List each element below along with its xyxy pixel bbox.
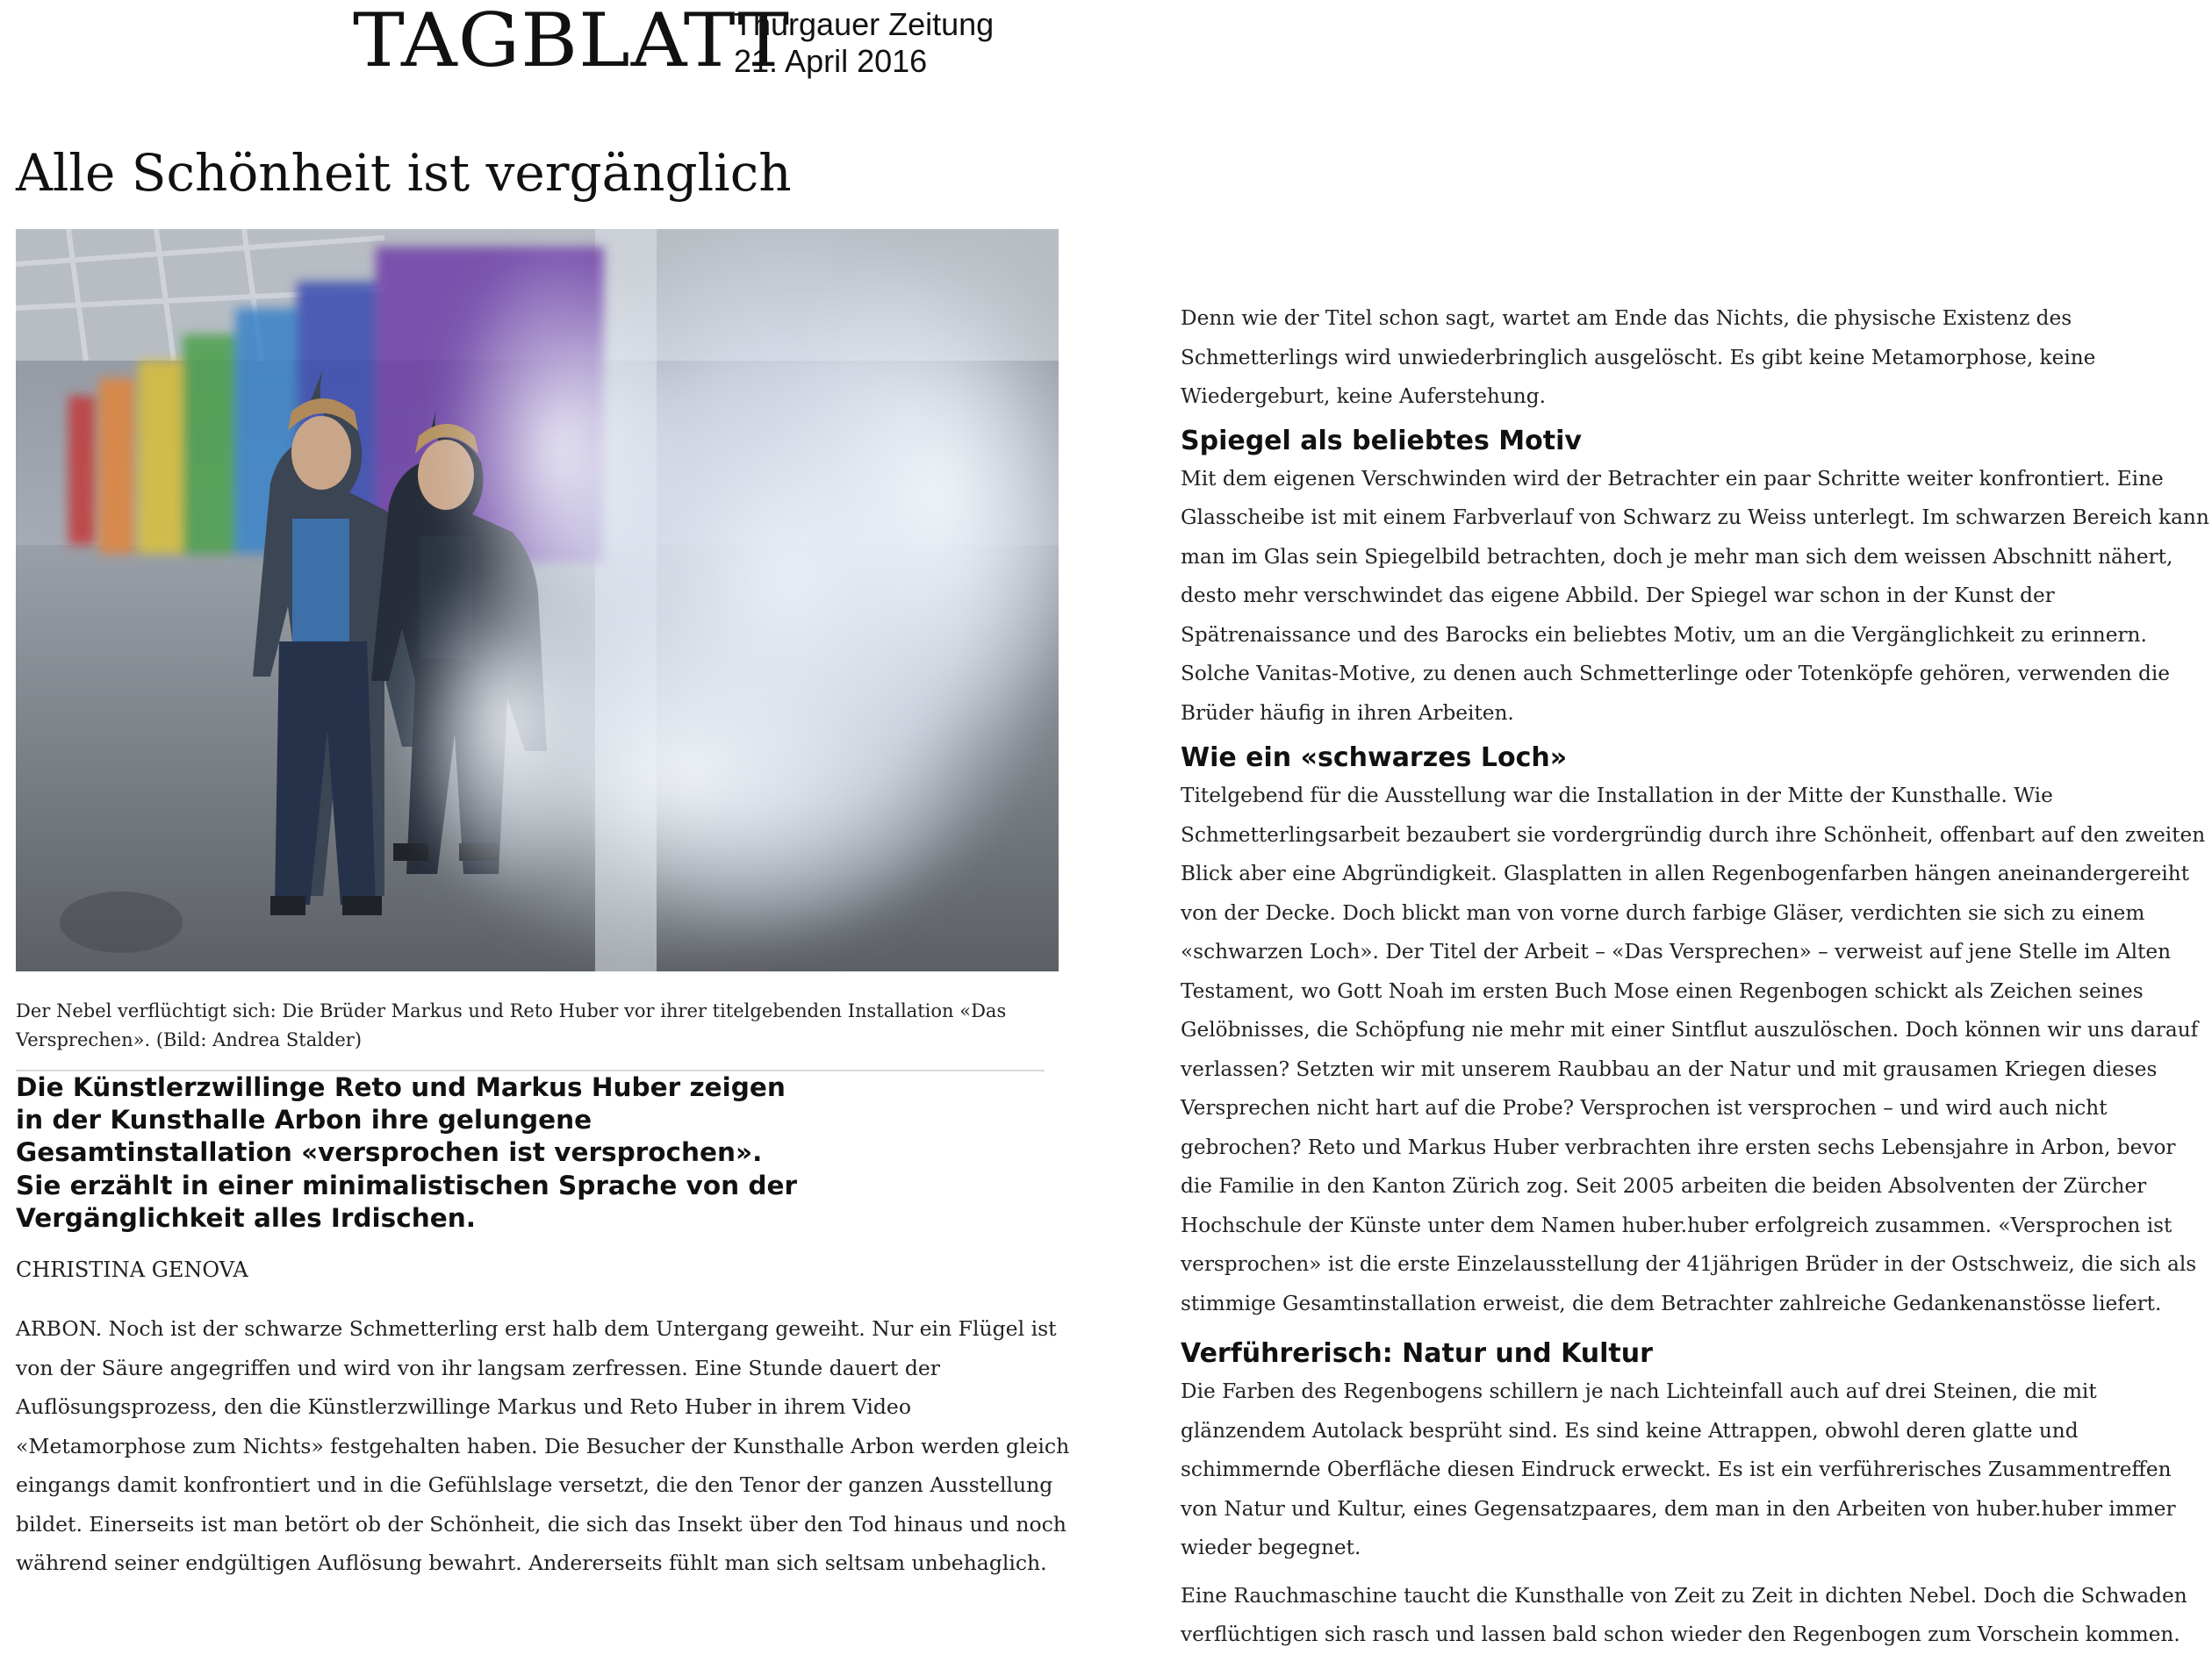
- article-lead: Die Künstlerzwillinge Reto und Markus Huber zeigen in der Kunsthalle Arbon ihre gelungene Gesamtinstallation «versprochen ist versprochen». Sie erzählt in einer minimalistischen Sprache von der Vergänglichkeit alles Irdischen.: [16, 1072, 798, 1233]
- subheading-spiegel: Spiegel als beliebtes Motiv: [1181, 425, 1582, 456]
- section-text-natur-kultur: Die Farben des Regenbogens schillern je nach Lichteinfall auch auf drei Steinen, die mit glänzendem Autolack besprüht sind. Es sind keine Attrappen, obwohl deren glatte und schimmernde Oberfläche diesen Eindruck erweckt. Es ist ein verführerisches Zusammentreffen von Natur und Kultur, eines Gegensatzpaares, dem man in den Arbeiten von huber.huber immer wieder begegnet.: [1181, 1379, 2176, 1559]
- section-text-spiegel: Mit dem eigenen Verschwinden wird der Betrachter ein paar Schritte weiter konfrontiert. Eine Glasscheibe ist mit einem Farbverlauf von Schwarz zu Weiss unterlegt. Im schwarzen Bereich kann man im Glas sein Spiegelbild betrachten, doch je mehr man sich dem weissen Abschnitt nähert, desto mehr verschwindet das eigene Abbild. Der Spiegel war schon in der Kunst der Spätrenaissance und des Barocks ein beliebtes Motiv, um an die Vergänglichkeit zu erinnern. Solche Vanitas-Motive, zu denen auch Schmetterlinge oder Totenköpfe gehören, verwenden die Brüder häufig in ihren Arbeiten.: [1181, 466, 2209, 725]
- subheading-schwarzes-loch: Wie ein «schwarzes Loch»: [1181, 742, 1568, 773]
- subheading-natur-kultur: Verführerisch: Natur und Kultur: [1181, 1338, 1653, 1369]
- publication-date: 21. April 2016: [734, 43, 928, 79]
- newspaper-logo: TAGBLATT: [353, 0, 791, 83]
- article-photo: [16, 229, 1059, 971]
- artists-in-fog-photo: [16, 229, 1059, 971]
- article-headline: Alle Schönheit ist vergänglich: [16, 143, 792, 203]
- section-text-closing: Eine Rauchmaschine taucht die Kunsthalle von Zeit zu Zeit in dichten Nebel. Doch die Schwaden verflüchtigen sich rasch und lassen bald schon wieder den Regenbogen zum Vorschein kommen.: [1181, 1583, 2187, 1646]
- article-author: CHRISTINA GENOVA: [16, 1257, 248, 1282]
- publication-name: Thurgauer Zeitung: [734, 6, 995, 42]
- article-body-intro: ARBON. Noch ist der schwarze Schmetterling erst halb dem Untergang geweiht. Nur ein Flügel ist von der Säure angegriffen und wird von ihr langsam zerfressen. Eine Stunde dauert der Auflösungsprozess, den die Künstlerzwillinge Markus und Reto Huber in ihrem Video «Metamorphose zum Nichts» festgehalten haben. Die Besucher der Kunsthalle Arbon werden gleich eingangs damit konfrontiert und in die Gefühlslage versetzt, die den Tenor der ganzen Ausstellung bildet. Einerseits ist man betört ob der Schönheit, die sich das Insekt über den Tod hinaus und noch während seiner endgültigen Auflösung bewahrt. Andererseits fühlt man sich seltsam unbehaglich.: [16, 1316, 1070, 1575]
- section-text-schwarzes-loch: Titelgebend für die Ausstellung war die Installation in der Mitte der Kunsthalle. Wie Schmetterlingsarbeit bezaubert sie vordergründig durch ihre Schönheit, offenbart auf den zweiten Blick aber eine Abgründigkeit. Glasplatten in allen Regenbogenfarben hängen aneinandergereiht von der Decke. Doch blickt man von vorne durch farbige Gläser, verdichten sie sich zu einem «schwarzen Loch». Der Titel der Arbeit – «Das Versprechen» – verweist auf jene Stelle im Alten Testament, wo Gott Noah im ersten Buch Mose einen Regenbogen schickt als Zeichen seines Gelöbnisses, die Schöpfung nie mehr mit einer Sintflut auszulöschen. Doch können wir uns darauf verlassen? Setzten wir mit unserem Raubbau an der Natur und mit grausamen Kriegen dieses Versprechen nicht hart auf die Probe? Versprochen ist versprochen – und wird auch nicht gebrochen? Reto und Markus Huber verbrachten ihre ersten sechs Lebensjahre in Arbon, bevor die Familie in den Kanton Zürich zog. Seit 2005 arbeiten die beiden Absolventen der Zürcher Hochschule der Künste unter dem Namen huber.huber erfolgreich zusammen. «Versprochen ist versprochen» ist die erste Einzelausstellung der 41jährigen Brüder in der Ostschweiz, die sich als stimmige Gesamtinstallation erweist, die dem Betrachter zahlreiche Gedankenanstösse liefert.: [1181, 784, 2206, 1315]
- article-body-continued: Denn wie der Titel schon sagt, wartet am Ende das Nichts, die physische Existenz des Schmetterlings wird unwiederbringlich ausgelöscht. Es gibt keine Metamorphose, keine Wiedergeburt, keine Auferstehung.: [1181, 306, 2096, 408]
- photo-caption: Der Nebel verflüchtigt sich: Die Brüder Markus und Reto Huber vor ihrer titelgebenden Installation «Das Versprechen». (Bild: Andrea Stalder): [16, 1000, 1007, 1050]
- article-right-column: [1181, 299, 2212, 1655]
